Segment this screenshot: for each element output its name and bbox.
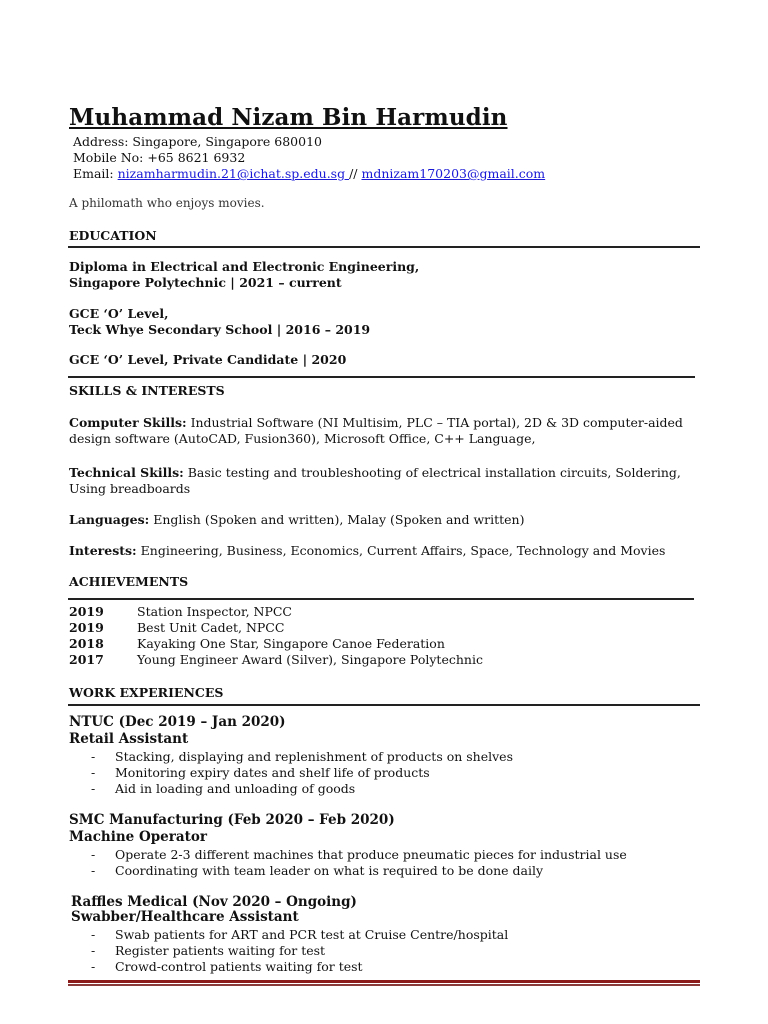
- job-role: Machine Operator: [69, 829, 207, 845]
- education-item-2-line1: GCE ‘O’ Level,: [69, 306, 169, 321]
- achievement-year: 2017: [69, 652, 104, 667]
- interests: [69, 543, 709, 559]
- tagline: A philomath who enjoys movies.: [69, 196, 265, 210]
- applicant-name: Muhammad Nizam Bin Harmudin: [69, 104, 508, 131]
- job-role: Swabber/Healthcare Assistant: [71, 909, 299, 925]
- achievement-year: 2018: [69, 636, 104, 651]
- interests-label: Interests:: [69, 543, 137, 558]
- computer-skills: [69, 415, 709, 446]
- education-item-1-line2: Singapore Polytechnic | 2021 – current: [69, 275, 342, 290]
- education-heading: EDUCATION: [69, 228, 157, 243]
- education-item-3-line1: GCE ‘O’ Level, Private Candidate | 2020: [69, 352, 347, 367]
- job-company: NTUC (Dec 2019 – Jan 2020): [69, 714, 286, 730]
- skills-heading: SKILLS & INTERESTS: [69, 383, 225, 398]
- email-link-school[interactable]: nizamharmudin.21@ichat.sp.edu.sg: [117, 166, 350, 181]
- achievement-text: Kayaking One Star, Singapore Canoe Federation: [137, 636, 445, 651]
- technical-skills-text: Basic testing and troubleshooting of electrical installation circuits, Soldering, Using breadboards: [69, 465, 681, 496]
- achievement-year: 2019: [69, 604, 104, 619]
- mobile-line: Mobile No: +65 8621 6932: [73, 150, 246, 165]
- education-item-2-line2: Teck Whye Secondary School | 2016 – 2019: [69, 322, 371, 337]
- skills-rule: [68, 376, 695, 378]
- job-role: Retail Assistant: [69, 731, 189, 747]
- work-heading: WORK EXPERIENCES: [69, 685, 224, 700]
- achievement-text: Best Unit Cadet, NPCC: [137, 620, 285, 635]
- resume-page: Muhammad Nizam Bin Harmudin Address: Singapore, Singapore 680010 Mobile No: +65 8621 6932 Email: nizamharmudin.21@ichat.sp.edu.sg // mdnizam170203@gmail.com A philomath who enjoys movies. EDUCATION Diploma in Electrical and Electronic Engineering, Singapore Polytechnic | 2021 – current GCE ‘O’ Level, Teck Whye Secondary School | 2016 – 2019 GCE ‘O’ Level, Private Candidate | 2020 SKILLS & INTERESTS Computer Skills: Industrial Software (NI Multisim, PLC – TIA portal), 2D & 3D computer-aided design software (AutoCAD, Fusion360), Microsoft Office, C++ Language, Technical Skills: Basic testing and troubleshooting of electrical installation circuits, Soldering, Using breadboards Languages: English (Spoken and written), Malay (Spoken and written) Interests: Engineering, Business, Economics, Current Affairs, Space, Technology and Movies ACHIEVEMENTS 2019 Station Inspector, NPCC 2019 Best Unit Cadet, NPCC 2018 Kayaking One Star, Singapore Canoe Federation 2017 Young Engineer Award (Silver), Singapore Polytechnic WORK EXPERIENCES NTUC (Dec 2019 – Jan 2020) Retail Assistant - Stacking, displaying and replenishment of products on shelves - Monitoring expiry dates and shelf life of products - Aid in loading and unloading of goods SMC Manufacturing (Feb 2020 – Feb 2020) Machine Operator - Operate 2-3 different machines that produce pneumatic pieces for industrial use - Coordinating with team leader on what is required to be done daily Raffles Medical (Nov 2020 – Ongoing) Swabber/Healthcare Assistant - Swab patients for ART and PCR test at Cruise Centre/hospital - Register patients waiting for test - Crowd-control patients waiting for test: [0, 0, 768, 1024]
- technical-skills: [69, 465, 709, 496]
- computer-skills-label: Computer Skills:: [69, 415, 187, 430]
- computer-skills-text: Industrial Software (NI Multisim, PLC – TIA portal), 2D & 3D computer-aided design software (AutoCAD, Fusion360), Microsoft Office, C++ Language,: [69, 415, 683, 446]
- footer-rule-thin: [68, 984, 700, 986]
- job-company: Raffles Medical (Nov 2020 – Ongoing): [71, 894, 357, 910]
- achievement-year: 2019: [69, 620, 104, 635]
- address-line: Address: Singapore, Singapore 680010: [73, 134, 322, 149]
- achievements-rule: [68, 598, 694, 600]
- languages: [69, 512, 709, 528]
- work-rule: [68, 704, 700, 706]
- email-separator: //: [349, 166, 362, 181]
- achievement-text: Station Inspector, NPCC: [137, 604, 292, 619]
- footer-rule-thick: [68, 980, 700, 983]
- job-company: SMC Manufacturing (Feb 2020 – Feb 2020): [69, 812, 395, 828]
- technical-skills-label: Technical Skills:: [69, 465, 184, 480]
- education-item-1-line1: Diploma in Electrical and Electronic Engineering,: [69, 259, 420, 274]
- achievement-text: Young Engineer Award (Silver), Singapore Polytechnic: [137, 652, 483, 667]
- education-rule: [68, 246, 700, 248]
- achievements-heading: ACHIEVEMENTS: [69, 574, 189, 589]
- interests-text: Engineering, Business, Economics, Current Affairs, Space, Technology and Movies: [136, 543, 666, 558]
- email-link-personal[interactable]: mdnizam170203@gmail.com: [361, 166, 546, 181]
- email-label: Email:: [73, 166, 118, 181]
- languages-label: Languages:: [69, 512, 150, 527]
- languages-text: English (Spoken and written), Malay (Spoken and written): [149, 512, 525, 527]
- email-line: [73, 166, 545, 182]
